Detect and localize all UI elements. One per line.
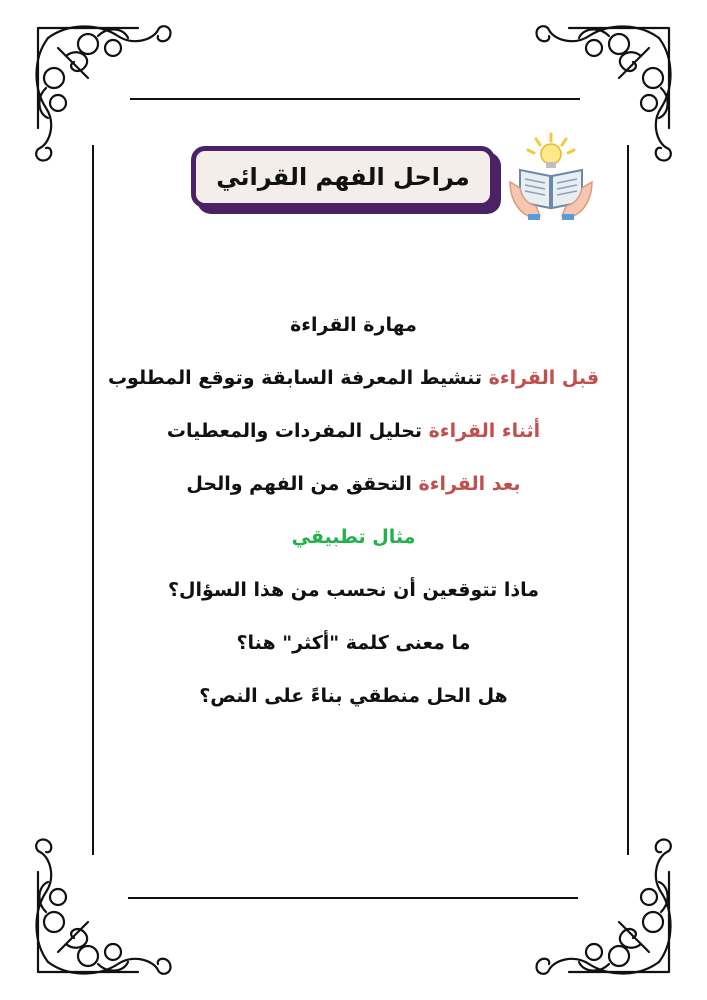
- line-before-reading: [60, 358, 647, 411]
- book-lightbulb-icon: [506, 132, 596, 220]
- page-title: مراحل الفهم القرائي: [216, 163, 470, 191]
- line-question-2: [60, 623, 647, 676]
- line-text: ماذا تتوقعين أن نحسب من هذا السؤال؟: [167, 579, 540, 601]
- highlight-during-reading: أثناء القراءة: [428, 420, 541, 442]
- line-text: تنشيط المعرفة السابقة وتوقع المطلوب: [107, 367, 483, 389]
- corner-ornament-icon: [28, 822, 188, 982]
- title-box: [191, 146, 495, 208]
- bottom-border-line: [128, 897, 578, 899]
- top-border-line: [130, 98, 580, 100]
- line-text: التحقق من الفهم والحل: [186, 473, 412, 495]
- line-question-1: [60, 570, 647, 623]
- highlight-after-reading: بعد القراءة: [418, 473, 521, 495]
- line-during-reading: [60, 411, 647, 464]
- line-applied-example: [60, 517, 647, 570]
- line-text: مهارة القراءة: [290, 314, 417, 336]
- content-list: [60, 305, 647, 729]
- line-text: مثال تطبيقي: [291, 526, 416, 548]
- line-text: ما معنى كلمة "أكثر" هنا؟: [236, 632, 471, 654]
- line-text: تحليل المفردات والمعطيات: [166, 420, 423, 442]
- line-reading-skill: [60, 305, 647, 358]
- corner-ornament-icon: [28, 18, 188, 178]
- corner-ornament-icon: [519, 822, 679, 982]
- line-text: هل الحل منطقي بناءً على النص؟: [199, 685, 508, 707]
- line-after-reading: [60, 464, 647, 517]
- highlight-before-reading: قبل القراءة: [488, 367, 600, 389]
- line-question-3: [60, 676, 647, 729]
